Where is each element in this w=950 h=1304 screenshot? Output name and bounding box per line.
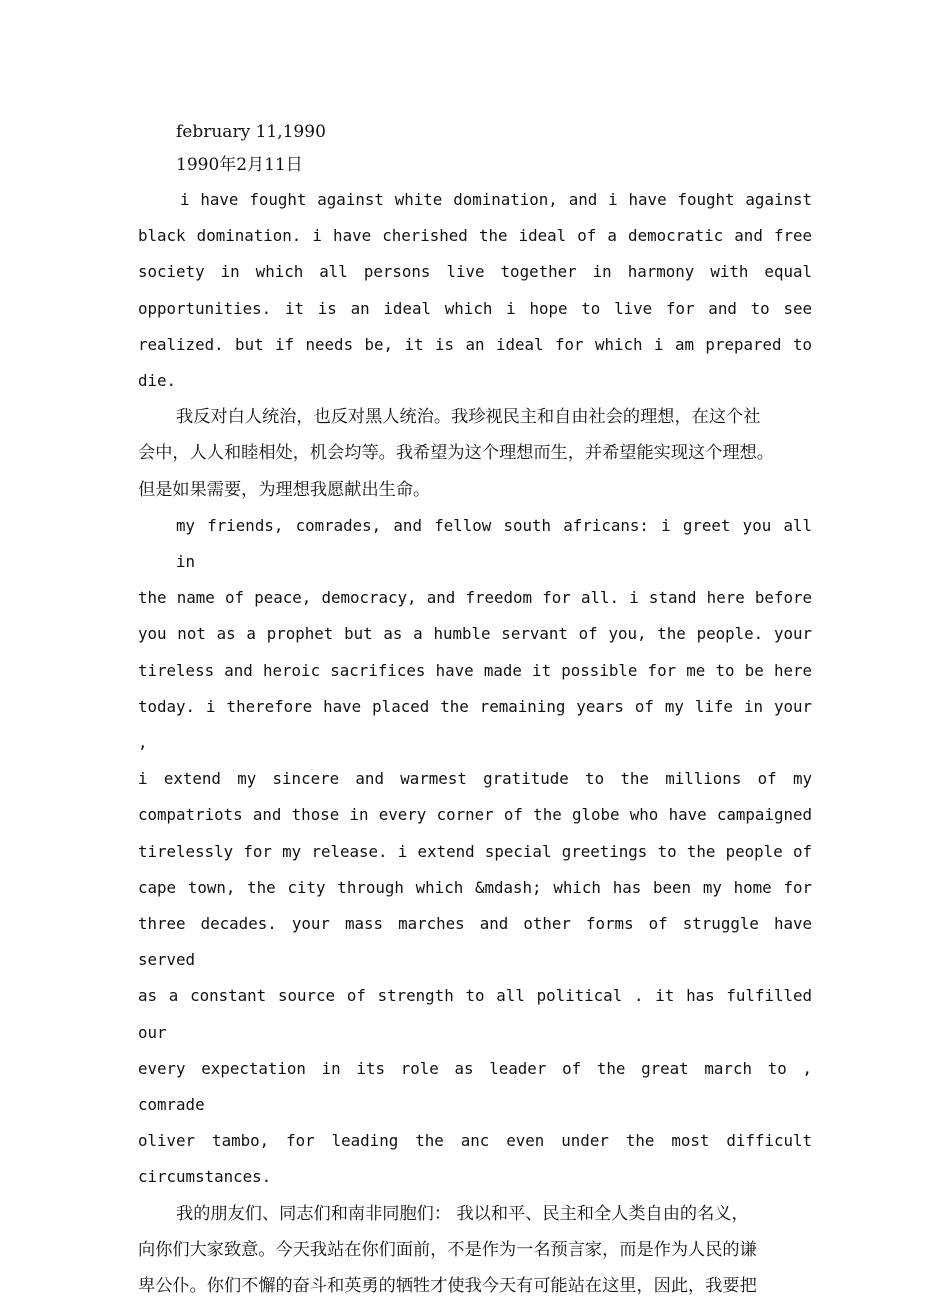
text-line: 我的朋友们、同志们和南非同胞们： 我以和平、民主和全人类自由的名义， (176, 1203, 749, 1224)
paragraph-en-1 (138, 182, 812, 399)
text-line: every expectation in its role as leader of the great march to , comrade (138, 1058, 812, 1115)
text-line: three decades. your mass marches and other forms of struggle have served (138, 914, 812, 970)
text-line: black domination. i have cherished the ideal of a democratic and free (138, 226, 812, 246)
text-line: i extend my sincere and warmest gratitude to the millions of my (138, 769, 812, 789)
paragraph-zh-1 (138, 399, 812, 508)
text-line: my friends, comrades, and fellow south africans: i greet you all in (176, 515, 812, 572)
text-line: tireless and heroic sacrifices have made it possible for me to be here (138, 660, 812, 680)
text-line: society in which all persons live together in harmony with equal (138, 262, 812, 282)
text-line: opportunities. it is an ideal which i hope to live for and to see (138, 298, 812, 318)
text-line: today. i therefore have placed the remaining years of my life in your , (138, 696, 812, 753)
text-line: tirelessly for my release. i extend special greetings to the people of (138, 841, 812, 861)
paragraph-zh-2 (138, 1196, 812, 1304)
text-line: 卑公仆。你们不懈的奋斗和英勇的牺牲才使我今天有可能站在这里，因此，我要把 (138, 1276, 757, 1297)
text-line: circumstances. (138, 1167, 272, 1187)
text-line: 会中，人人和睦相处，机会均等。我希望为这个理想而生，并希望能实现这个理想。 (138, 443, 774, 464)
text-line: 但是如果需要，为理想我愿献出生命。 (138, 479, 431, 500)
text-line: you not as a prophet but as a humble servant of you, the people. your (138, 624, 812, 644)
text-line: the name of peace, democracy, and freedom for all. i stand here before (138, 588, 812, 608)
text-line: cape town, the city through which &mdash; which has been my home for (138, 877, 812, 897)
date-english: february 11,1990 (176, 122, 326, 142)
text-line: 向你们大家致意。今天我站在你们面前，不是作为一名预言家，而是作为人民的谦 (138, 1239, 757, 1260)
text-line: realized. but if needs be, it is an ideal for which i am prepared to (138, 334, 812, 354)
text-line: as a constant source of strength to all political . it has fulfilled our (138, 986, 812, 1042)
text-line: compatriots and those in every corner of the globe who have campaigned (138, 805, 812, 825)
text-line: die. (138, 371, 177, 391)
date-chinese: 1990年2月11日 (176, 155, 303, 175)
text-line: 我反对白人统治，也反对黑人统治。我珍视民主和自由社会的理想，在这个社 (176, 407, 761, 428)
text-line: oliver tambo, for leading the anc even under the most difficult (138, 1131, 812, 1151)
document-page (138, 116, 812, 1304)
text-line: i have fought against white domination, and i have fought against (180, 190, 812, 209)
paragraph-en-2 (138, 508, 812, 1196)
